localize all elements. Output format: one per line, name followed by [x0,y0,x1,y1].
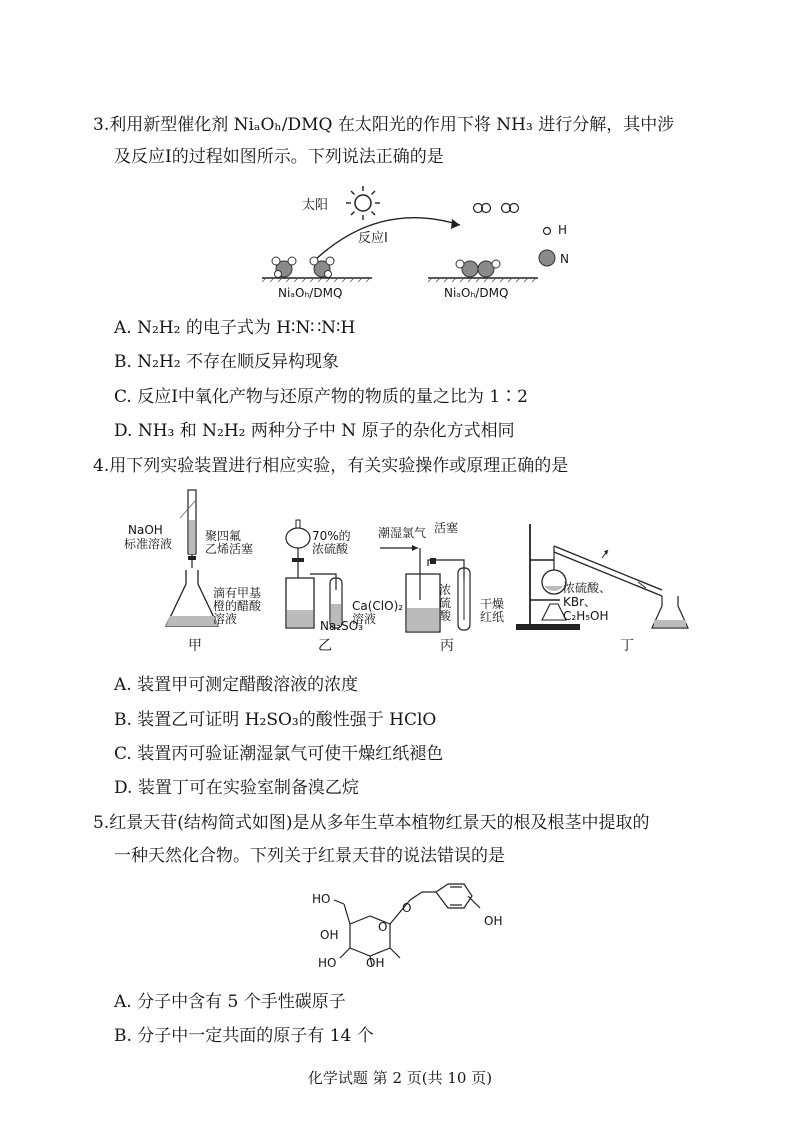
q3-option-a: A. N₂H₂ 的电子式为 H∶N∷N∶H [114,318,356,338]
bing-paper-2: 红纸 [480,610,505,624]
bing-gas: 潮湿氯气 [378,526,427,540]
bing-paper-1: 干燥 [480,597,505,611]
ding-reagent-1: 浓硫酸、 [563,581,612,595]
q4-option-a: A. 装置甲可测定醋酸溶液的浓度 [114,675,359,695]
catalyst-surface-left [262,252,374,282]
q5-stem-line2: 一种天然化合物。下列关于红景天苷的说法错误的是 [114,846,505,866]
reaction-label: 反应Ⅰ [358,231,388,246]
bing-caption: 丙 [440,638,454,654]
q4-option-d: D. 装置丁可在实验室制备溴乙烷 [114,778,359,798]
q4-stem: 4.用下列实验装置进行相应实验，有关实验操作或原理正确的是 [93,456,569,476]
label-ring-o: O [378,920,388,934]
page-footer: 化学试题 第 2 页(共 10 页) [307,1069,493,1087]
q5-stem-line1: 5.红景天苷(结构简式如图)是从多年生草本植物红景天的根及根茎中提取的 [93,813,650,833]
label-oh-phenol: OH [484,914,503,928]
yi-caption: 乙 [318,638,332,654]
legend-h-label: H [558,223,568,237]
ding-reagent-3: C₂H₅OH [563,609,609,623]
jia-caption: 甲 [188,638,202,654]
catalyst-label-right: NiₐOₕ/DMQ [444,286,509,300]
catalyst-label-left: NiₐOₕ/DMQ [278,286,343,300]
catalyst-surface-right [428,252,540,282]
legend-n-label: N [560,252,569,266]
ding-caption: 丁 [620,638,634,654]
label-ho-ch2oh: HO [312,892,331,906]
apparatus-bing-chlorine [380,540,490,640]
q3-option-c: C. 反应Ⅰ中氧化产物与还原产物的物质的量之比为 1∶2 [114,387,528,407]
label-oh-c2: OH [366,956,385,970]
q4-option-c: C. 装置丙可验证潮湿氯气可使干燥红纸褪色 [114,744,444,764]
jia-indicator-1: 滴有甲基 [213,586,262,600]
jia-ptfe-1: 聚四氟 [205,529,242,543]
q5-option-a: A. 分子中含有 5 个手性碳原子 [114,992,346,1012]
yi-acid-2: 浓硫酸 [312,542,349,556]
bing-acid-3: 酸 [439,609,452,623]
yi-caclo-2: 溶液 [352,612,377,626]
legend-h-atom [542,226,552,236]
yi-caclo-1: Ca(ClO)₂ [352,599,404,613]
jia-ptfe-2: 乙烯活塞 [205,542,254,556]
bing-valve: 活塞 [434,521,459,535]
ding-reagent-2: KBr、 [563,595,597,609]
bing-acid-2: 硫 [439,596,452,610]
q4-option-b: B. 装置乙可证明 H₂SO₃的酸性强于 HClO [114,710,437,730]
q3-stem-line2: 及反应Ⅰ的过程如图所示。下列说法正确的是 [114,147,444,167]
legend-n-atom [538,249,556,267]
label-oh-c4: OH [320,928,339,942]
bing-acid-1: 浓 [439,583,452,597]
n2-product-molecules [472,200,522,216]
q3-option-b: B. N₂H₂ 不存在顺反异构现象 [114,352,340,372]
jia-indicator-2: 橙的醋酸 [213,599,262,613]
label-link-o: O [402,901,412,915]
jia-indicator-3: 溶液 [213,612,238,626]
yi-acid-1: 70%的 [312,529,351,543]
q5-option-b: B. 分子中一定共面的原子有 14 个 [114,1026,374,1046]
jia-std-solution: 标准溶液 [124,537,173,551]
jia-naoh: NaOH [128,523,163,537]
q3-stem-line1: 3.利用新型催化剂 NiₐOₕ/DMQ 在太阳光的作用下将 NH₃ 进行分解，其中涉 [93,115,675,135]
q3-option-d: D. NH₃ 和 N₂H₂ 两种分子中 N 原子的杂化方式相同 [114,421,515,441]
yi-na2so3: Na₂SO₃ [320,619,364,633]
label-ho-c3: HO [318,956,337,970]
molecule-skeleton [320,878,520,978]
sun-label: 太阳 [302,198,329,213]
